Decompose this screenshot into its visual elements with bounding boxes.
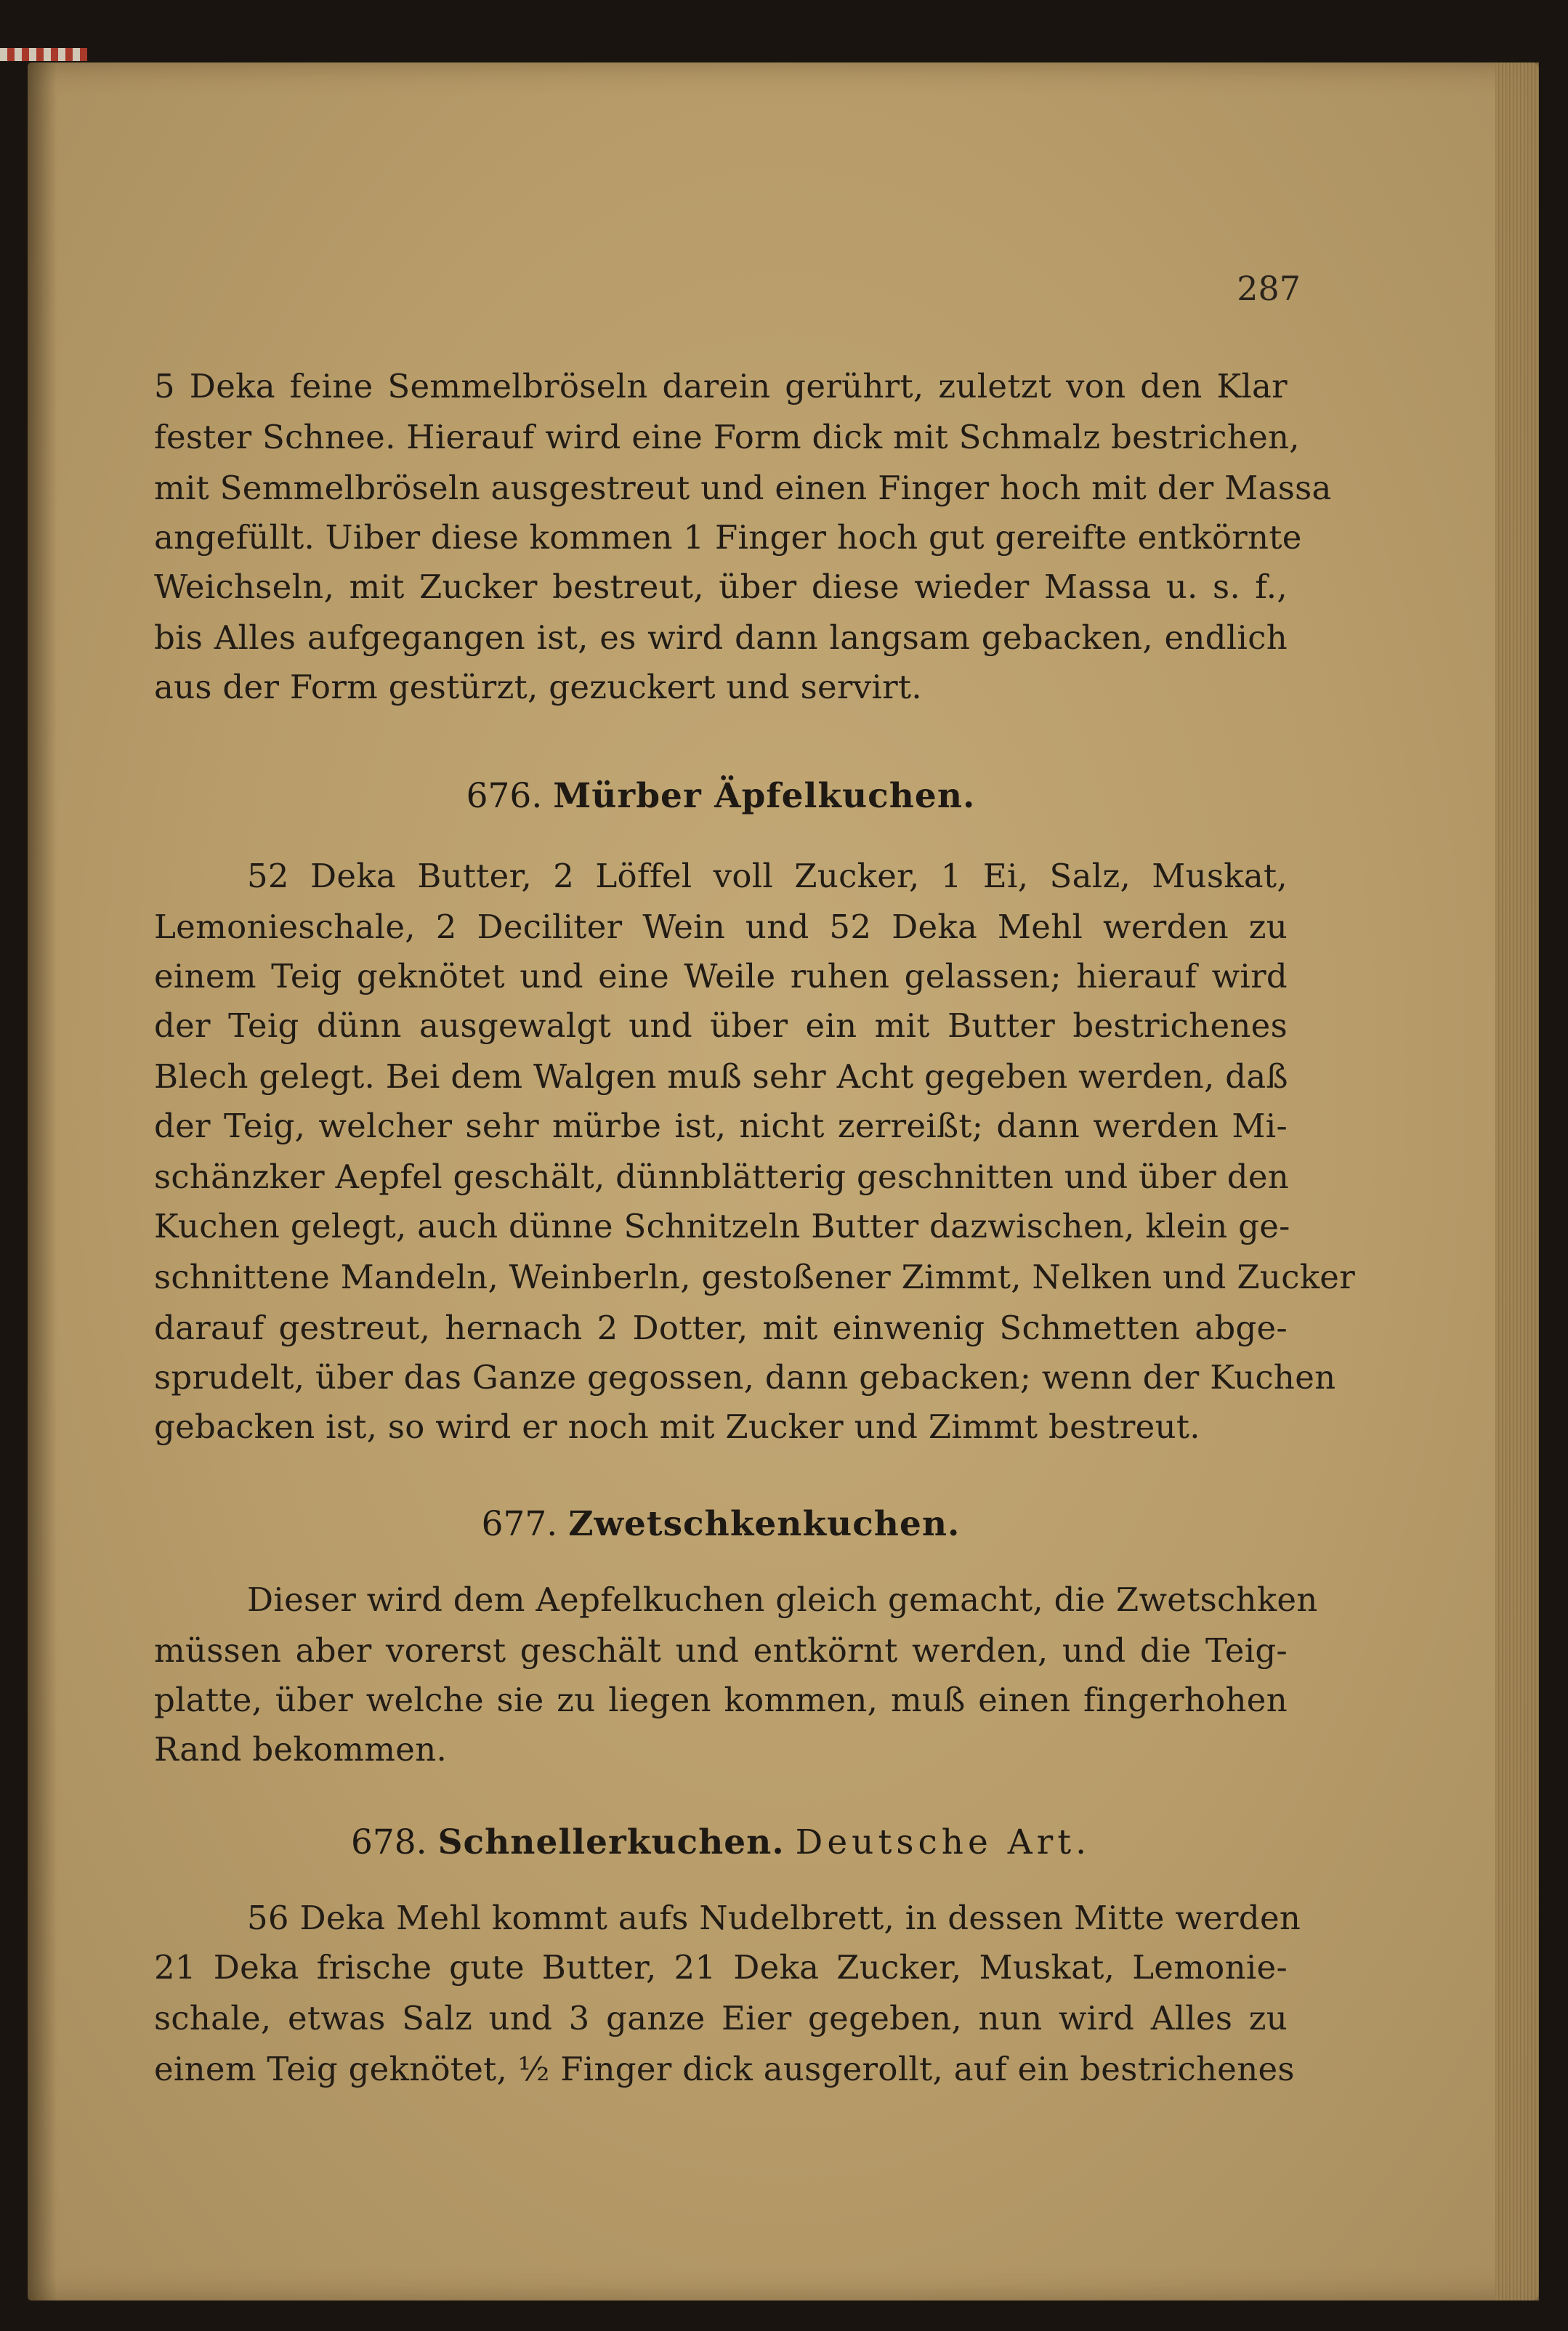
text-line: Lemonieschale, 2 Deciliter Wein und 52 Deka Mehl werden zu [154, 908, 1288, 946]
recipe-number: 678. [350, 1822, 427, 1862]
recipe-number: 676. [466, 776, 543, 816]
text-line: mit Semmelbröseln ausgestreut und einen Finger hoch mit der Massa [154, 469, 1332, 507]
recipe-heading-677 [154, 1504, 1288, 1544]
text-line: Blech gelegt. Bei dem Walgen muß sehr Acht gegeben werden, daß [154, 1057, 1288, 1096]
text-line: der Teig, welcher sehr mürbe ist, nicht zerreißt; dann werden Mi- [154, 1107, 1288, 1145]
page-number: 287 [1237, 269, 1301, 308]
text-line: schnittene Mandeln, Weinberln, gestoßener Zimmt, Nelken und Zucker [154, 1258, 1356, 1296]
text-line: sprudelt, über das Ganze gegossen, dann gebacken; wenn der Kuchen [154, 1358, 1336, 1397]
text-line: gebacken ist, so wird er noch mit Zucker und Zimmt bestreut. [154, 1407, 1200, 1446]
bookmark-ribbon [0, 48, 87, 61]
page-edges [1495, 62, 1539, 2300]
text-line: Kuchen gelegt, auch dünne Schnitzeln Butter dazwischen, klein ge- [154, 1207, 1290, 1245]
text-line: müssen aber vorerst geschält und entkörnt werden, und die Teig- [154, 1631, 1288, 1670]
text-line: 56 Deka Mehl kommt aufs Nudelbrett, in dessen Mitte werden [247, 1899, 1301, 1937]
recipe-title: Mürber Äpfelkuchen. [553, 776, 976, 816]
text-line: schänzker Aepfel geschält, dünnblätterig geschnitten und über den [154, 1158, 1290, 1196]
text-line: angefüllt. Uiber diese kommen 1 Finger hoch gut gereifte entkörnte [154, 518, 1302, 557]
text-line: Rand bekommen. [154, 1730, 448, 1769]
text-line: einem Teig geknötet und eine Weile ruhen gelassen; hierauf wird [154, 957, 1288, 995]
text-line: einem Teig geknötet, ½ Finger dick ausgerollt, auf ein bestrichenes [154, 2050, 1295, 2088]
text-line: aus der Form gestürzt, gezuckert und servirt. [154, 668, 922, 706]
text-line: bis Alles aufgegangen ist, es wird dann langsam gebacken, endlich [154, 618, 1288, 657]
recipe-title: Schnellerkuchen. [437, 1822, 785, 1862]
text-line: 52 Deka Butter, 2 Löffel voll Zucker, 1 Ei, Salz, Muskat, [247, 857, 1288, 895]
recipe-subtitle: Deutsche Art. [795, 1822, 1091, 1862]
text-line: Weichseln, mit Zucker bestreut, über diese wieder Massa u. s. f., [154, 567, 1288, 606]
recipe-title: Zwetschkenkuchen. [568, 1504, 961, 1544]
page-spine-shadow [28, 62, 57, 2300]
text-line: platte, über welche sie zu liegen kommen, muß einen fingerhohen [154, 1681, 1288, 1719]
text-line: 5 Deka feine Semmelbröseln darein gerührt, zuletzt von den Klar [154, 367, 1288, 405]
text-line: Dieser wird dem Aepfelkuchen gleich gemacht, die Zwetschken [247, 1580, 1318, 1619]
recipe-heading-678 [154, 1822, 1288, 1862]
text-line: fester Schnee. Hierauf wird eine Form dick mit Schmalz bestrichen, [154, 418, 1300, 456]
text-line: 21 Deka frische gute Butter, 21 Deka Zucker, Muskat, Lemonie- [154, 1948, 1288, 1987]
recipe-number: 677. [481, 1504, 558, 1544]
recipe-heading-676 [154, 776, 1288, 816]
text-line: darauf gestreut, hernach 2 Dotter, mit einwenig Schmetten abge- [154, 1309, 1288, 1347]
text-line: der Teig dünn ausgewalgt und über ein mit Butter bestrichenes [154, 1006, 1288, 1045]
text-line: schale, etwas Salz und 3 ganze Eier gegeben, nun wird Alles zu [154, 1999, 1288, 2037]
